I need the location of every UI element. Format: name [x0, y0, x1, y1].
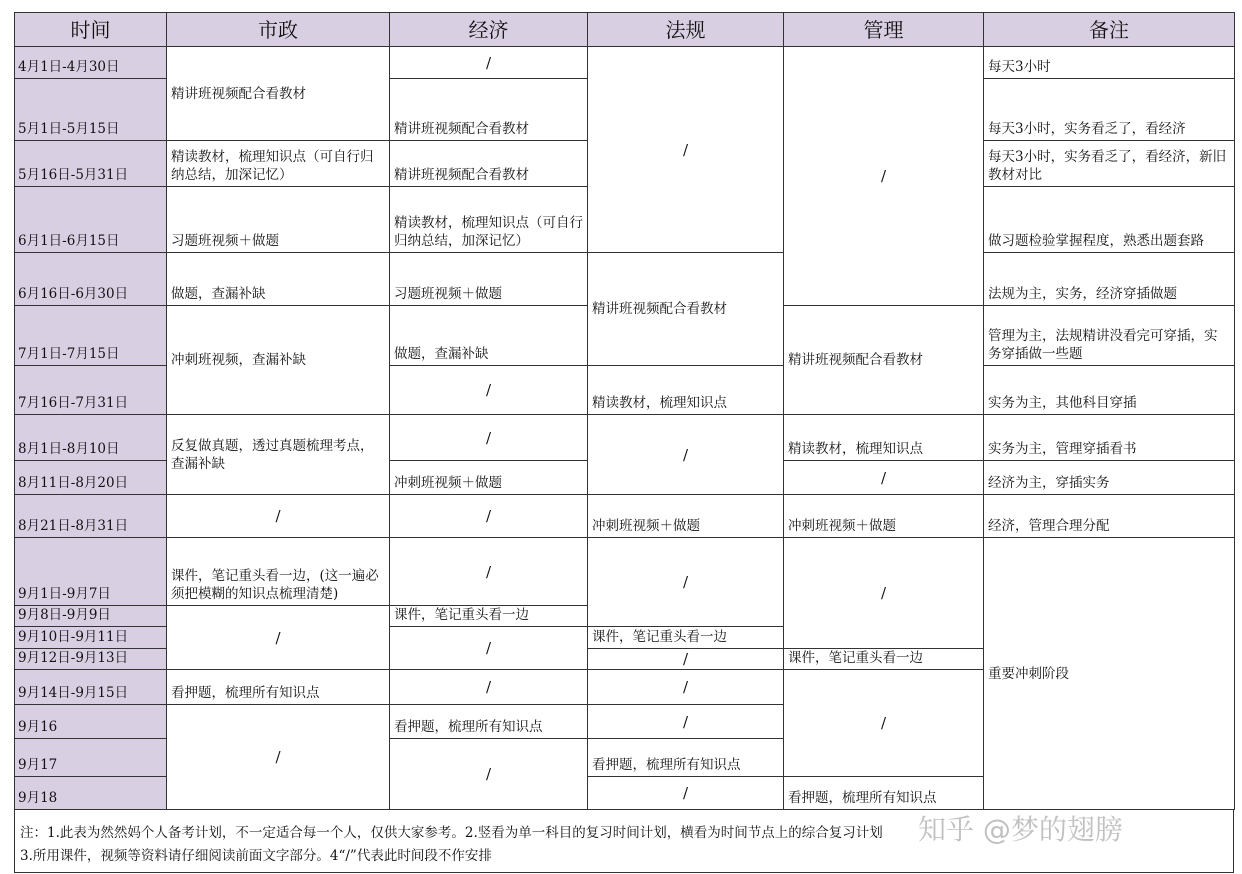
fagui-cell-text: /	[682, 650, 689, 668]
jingji-cell	[389, 305, 588, 366]
shizheng-cell	[166, 605, 390, 670]
beizhu-cell-text: 每天3小时	[988, 59, 1051, 75]
time-cell	[14, 738, 167, 777]
guanli-cell	[783, 776, 984, 810]
fagui-cell-text: 精讲班视频配合看教材	[592, 301, 727, 317]
jingji-cell-text: /	[485, 562, 492, 581]
time-cell-text: 9月12日-9月13日	[18, 650, 129, 666]
beizhu-cell-text: 做习题检验掌握程度，熟悉出题套路	[988, 233, 1204, 249]
column-header-text: 经济	[468, 17, 509, 42]
guanli-cell-text: 看押题，梳理所有知识点	[788, 790, 937, 806]
time-cell	[14, 605, 167, 627]
time-cell	[14, 78, 167, 141]
fagui-cell-text: /	[682, 445, 689, 464]
shizheng-cell-text: 习题班视频＋做题	[171, 233, 279, 249]
beizhu-cell	[983, 140, 1235, 187]
guanli-cell	[783, 414, 984, 461]
column-header	[14, 12, 167, 47]
column-header	[783, 12, 984, 47]
time-cell	[14, 626, 167, 649]
guanli-cell	[783, 669, 984, 777]
fagui-cell	[587, 738, 784, 777]
beizhu-cell-text: 法规为主，实务，经济穿插做题	[988, 286, 1177, 302]
time-cell-text: 9月16	[18, 719, 58, 735]
guanli-cell	[783, 494, 984, 538]
footnote-line-2: 3.所用课件，视频等资料请仔细阅读前面文字部分。4“/”代表此时间段不作安排	[20, 848, 492, 864]
time-cell	[14, 186, 167, 253]
beizhu-cell	[983, 46, 1235, 79]
shizheng-cell	[166, 704, 390, 810]
column-header-text: 市政	[258, 17, 298, 42]
guanli-cell-text: 课件，笔记重头看一边	[788, 650, 923, 666]
time-cell-text: 5月1日-5月15日	[18, 121, 120, 137]
jingji-cell-text: 精读教材，梳理知识点（可自行归纳总结，加深记忆）	[394, 215, 583, 249]
jingji-cell	[389, 669, 588, 705]
fagui-cell	[587, 704, 784, 739]
fagui-cell	[587, 414, 784, 495]
fagui-cell	[587, 365, 784, 415]
shizheng-cell	[166, 494, 390, 538]
guanli-cell-text: /	[880, 167, 887, 185]
jingji-cell-text: /	[485, 507, 492, 525]
fagui-cell	[587, 252, 784, 366]
fagui-cell-text: /	[682, 784, 689, 802]
guanli-cell-text: /	[880, 714, 887, 732]
beizhu-cell	[983, 305, 1235, 366]
jingji-cell-text: /	[485, 765, 492, 783]
guanli-cell	[783, 305, 984, 415]
time-cell-text: 7月16日-7月31日	[18, 395, 129, 411]
shizheng-cell-text: 精读教材，梳理知识点（可自行归纳总结，加深记忆）	[171, 149, 374, 183]
time-cell	[14, 537, 167, 606]
fagui-cell-text: /	[682, 678, 689, 696]
guanli-cell	[783, 537, 984, 649]
jingji-cell-text: 课件，笔记重头看一边	[394, 607, 529, 623]
time-cell	[14, 140, 167, 187]
guanli-cell-text: /	[880, 468, 887, 487]
jingji-cell-text: /	[485, 639, 492, 657]
beizhu-cell-text: 每天3小时，实务看乏了，看经济	[988, 121, 1186, 137]
guanli-cell-text: /	[880, 584, 887, 602]
jingji-cell	[389, 626, 588, 670]
time-cell	[14, 365, 167, 415]
shizheng-cell-text: /	[275, 628, 281, 647]
beizhu-cell-text: 重要冲刺阶段	[988, 665, 1069, 682]
shizheng-cell-text: 冲刺班视频，查漏补缺	[171, 352, 306, 368]
shizheng-cell	[166, 252, 390, 306]
jingji-cell-text: 精讲班视频配合看教材	[394, 167, 529, 183]
time-cell-text: 6月16日-6月30日	[18, 286, 129, 302]
time-cell	[14, 46, 167, 79]
shizheng-cell-text: /	[275, 507, 281, 525]
beizhu-cell-text: 实务为主，其他科目穿插	[988, 395, 1137, 411]
beizhu-cell	[983, 365, 1235, 415]
jingji-cell-text: /	[485, 428, 492, 447]
jingji-cell-text: 冲刺班视频＋做题	[394, 475, 502, 491]
fagui-cell	[587, 626, 784, 649]
shizheng-cell-text: 反复做真题，透过真题梳理考点，查漏补缺	[171, 437, 374, 472]
column-header	[983, 12, 1235, 47]
jingji-cell	[389, 494, 588, 538]
shizheng-cell	[166, 537, 390, 606]
column-header-text: 管理	[863, 17, 904, 42]
time-cell-text: 5月16日-5月31日	[18, 167, 129, 183]
shizheng-cell	[166, 186, 390, 253]
column-header	[389, 12, 588, 47]
time-cell	[14, 494, 167, 538]
guanli-cell	[783, 648, 984, 670]
guanli-cell-text: 冲刺班视频＋做题	[788, 518, 896, 534]
jingji-cell	[389, 704, 588, 739]
time-cell	[14, 648, 167, 670]
time-cell	[14, 460, 167, 495]
shizheng-cell-text: /	[275, 748, 281, 766]
shizheng-cell	[166, 669, 390, 705]
time-cell	[14, 776, 167, 810]
jingji-cell-text: 做题，查漏补缺	[394, 346, 489, 362]
guanli-cell-text: 精读教材，梳理知识点	[788, 441, 923, 457]
beizhu-cell-text: 经济为主，穿插实务	[988, 475, 1110, 491]
shizheng-cell	[166, 46, 390, 141]
fagui-cell	[587, 648, 784, 670]
beizhu-cell	[983, 494, 1235, 538]
fagui-cell	[587, 494, 784, 538]
jingji-cell-text: /	[485, 53, 492, 72]
shizheng-cell	[166, 414, 390, 495]
column-header	[166, 12, 390, 47]
jingji-cell	[389, 252, 588, 306]
fagui-cell-text: /	[682, 573, 689, 591]
jingji-cell	[389, 186, 588, 253]
jingji-cell	[389, 140, 588, 187]
column-header-text: 法规	[665, 17, 706, 42]
fagui-cell-text: /	[682, 712, 689, 731]
column-header-text: 备注	[1089, 17, 1129, 42]
time-cell	[14, 252, 167, 306]
time-cell	[14, 669, 167, 705]
time-cell-text: 4月1日-4月30日	[18, 59, 120, 75]
jingji-cell-text: 精讲班视频配合看教材	[394, 121, 529, 137]
time-cell-text: 7月1日-7月15日	[18, 346, 120, 362]
footnote-line-1: 注：1.此表为然然妈个人备考计划，不一定适合每一个人，仅供大家参考。2.竖看为单一科目的复习时间计划，横看为时间节点上的综合复习计划	[20, 825, 883, 841]
time-cell-text: 9月1日-9月7日	[18, 586, 111, 602]
jingji-cell-text: /	[485, 678, 492, 696]
beizhu-cell-text: 管理为主，法规精讲没看完可穿插，实务穿插做一些题	[988, 328, 1218, 362]
fagui-cell-text: /	[682, 140, 689, 159]
beizhu-cell	[983, 186, 1235, 253]
time-cell	[14, 414, 167, 461]
beizhu-cell	[983, 78, 1235, 141]
fagui-cell	[587, 46, 784, 253]
jingji-cell	[389, 414, 588, 461]
time-cell-text: 8月1日-8月10日	[18, 441, 120, 457]
beizhu-cell-text: 实务为主，管理穿插看书	[988, 441, 1137, 457]
shizheng-cell	[166, 305, 390, 415]
beizhu-cell	[983, 537, 1235, 810]
time-cell	[14, 704, 167, 739]
time-cell-text: 9月14日-9月15日	[18, 685, 129, 701]
shizheng-cell-text: 课件，笔记重头看一边，(这一遍必须把模糊的知识点梳理清楚)	[171, 568, 379, 602]
jingji-cell	[389, 460, 588, 495]
fagui-cell-text: 冲刺班视频＋做题	[592, 518, 700, 534]
guanli-cell	[783, 46, 984, 306]
time-cell-text: 9月18	[18, 790, 58, 806]
beizhu-cell	[983, 414, 1235, 461]
fagui-cell	[587, 537, 784, 627]
jingji-cell	[389, 78, 588, 141]
jingji-cell-text: 看押题，梳理所有知识点	[394, 719, 543, 735]
jingji-cell	[389, 537, 588, 606]
shizheng-cell-text: 精讲班视频配合看教材	[171, 85, 306, 102]
time-cell-text: 8月21日-8月31日	[18, 518, 129, 534]
fagui-cell-text: 精读教材，梳理知识点	[592, 395, 727, 411]
watermark: 知乎 @梦的翅膀	[918, 813, 1123, 846]
column-header	[587, 12, 784, 47]
time-cell	[14, 305, 167, 366]
fagui-cell	[587, 776, 784, 810]
jingji-cell-text: 习题班视频＋做题	[394, 286, 502, 302]
fagui-cell	[587, 669, 784, 705]
beizhu-cell	[983, 460, 1235, 495]
shizheng-cell	[166, 140, 390, 187]
time-cell-text: 6月1日-6月15日	[18, 233, 120, 249]
study-plan-table	[14, 12, 1234, 809]
shizheng-cell-text: 做题，查漏补缺	[171, 286, 266, 302]
time-cell-text: 9月17	[18, 757, 58, 773]
guanli-cell-text: 精讲班视频配合看教材	[788, 352, 923, 368]
jingji-cell	[389, 738, 588, 810]
time-cell-text: 9月10日-9月11日	[18, 629, 129, 645]
jingji-cell	[389, 365, 588, 415]
time-cell-text: 9月8日-9月9日	[18, 607, 111, 623]
beizhu-cell-text: 经济，管理合理分配	[988, 518, 1110, 534]
fagui-cell-text: 看押题，梳理所有知识点	[592, 757, 741, 773]
beizhu-cell-text: 每天3小时，实务看乏了，看经济，新旧教材对比	[988, 149, 1227, 183]
column-header-text: 时间	[70, 17, 111, 42]
guanli-cell	[783, 460, 984, 495]
shizheng-cell-text: 看押题，梳理所有知识点	[171, 685, 320, 701]
fagui-cell-text: 课件，笔记重头看一边	[592, 629, 727, 645]
jingji-cell	[389, 605, 588, 627]
beizhu-cell	[983, 252, 1235, 306]
jingji-cell	[389, 46, 588, 79]
jingji-cell-text: /	[485, 381, 492, 399]
time-cell-text: 8月11日-8月20日	[18, 475, 129, 491]
